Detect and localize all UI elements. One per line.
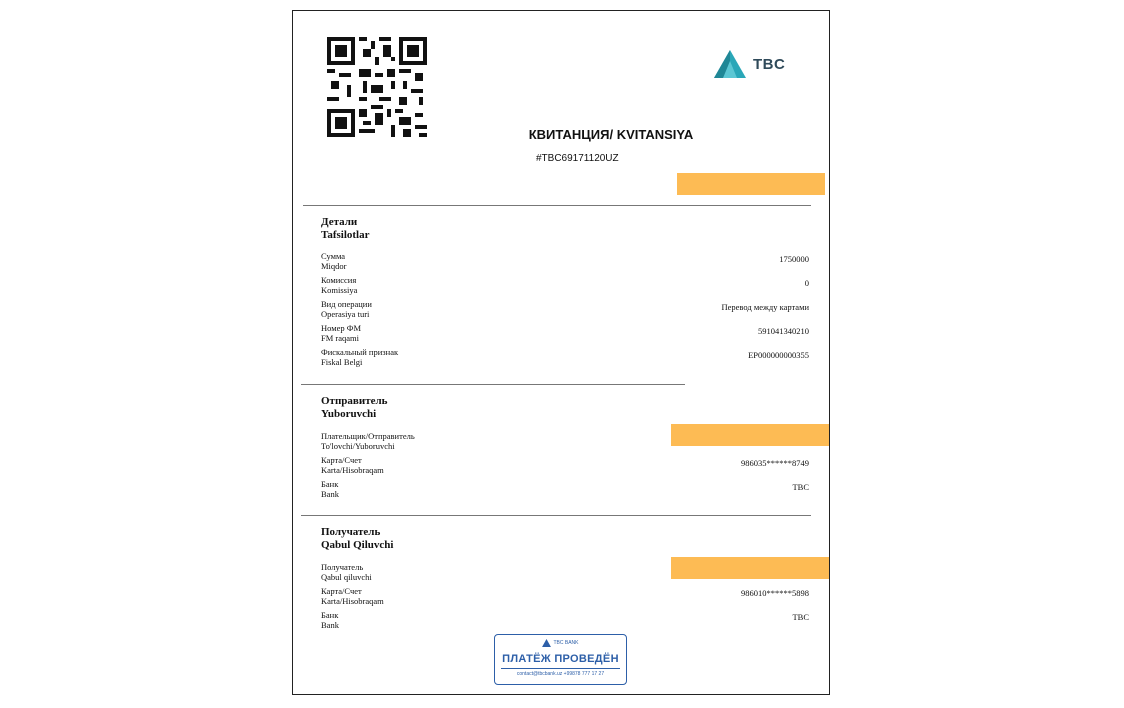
- tbc-logo: [713, 49, 785, 79]
- sender-row-payer: Плательщик/Отправитель To'lovchi/Yuboruvchi: [321, 431, 415, 451]
- redaction-block: [671, 424, 829, 446]
- section-title-details: Детали Tafsilotlar: [321, 216, 370, 241]
- detail-row-fm-number: Номер ФМ FM raqami: [321, 323, 362, 343]
- tbc-logo-icon: [713, 49, 747, 79]
- redaction-block: [677, 173, 825, 195]
- logo-text: TBC: [753, 55, 786, 73]
- receiver-row-bank: Банк Bank: [321, 610, 339, 630]
- receiver-row-card: Карта/Счет Karta/Hisobraqam: [321, 586, 384, 606]
- detail-value-fiscal-sign: EP000000000355: [748, 350, 809, 360]
- receipt-title: КВИТАНЦИЯ/ KVITANSIYA: [528, 127, 694, 142]
- detail-row-operation-type: Вид операции Operasiya turi: [321, 299, 372, 319]
- sender-row-card: Карта/Счет Karta/Hisobraqam: [321, 455, 384, 475]
- section-title-receiver: Получатель Qabul Qiluvchi: [321, 526, 394, 551]
- sender-value-bank: TBC: [792, 482, 809, 492]
- detail-row-amount: Сумма Miqdor: [321, 251, 347, 271]
- receiver-row-recipient: Получатель Qabul qiluvchi: [321, 562, 372, 582]
- receipt-number: #TBC69171120UZ: [536, 153, 619, 164]
- stamp-bank-name: TBC BANK: [553, 640, 579, 646]
- receiver-value-card: 986010******5898: [741, 588, 809, 598]
- sender-row-bank: Банк Bank: [321, 479, 339, 499]
- detail-value-fm-number: 591041340210: [758, 326, 809, 336]
- receipt-page: [292, 10, 830, 695]
- divider: [303, 205, 811, 206]
- payment-completed-stamp: [494, 634, 627, 685]
- detail-value-operation-type: Перевод между картами: [721, 302, 809, 312]
- sender-value-card: 986035******8749: [741, 458, 809, 468]
- divider: [301, 384, 685, 385]
- divider: [301, 515, 811, 516]
- detail-row-fiscal-sign: Фискальный признак Fiskal Belgi: [321, 347, 399, 367]
- detail-row-commission: Комиссия Komissiya: [321, 275, 358, 295]
- detail-value-commission: 0: [804, 278, 809, 288]
- redaction-block: [671, 557, 829, 579]
- stamp-text: ПЛАТЁЖ ПРОВЕДЁН: [502, 653, 619, 665]
- qr-code-icon: [327, 37, 427, 137]
- tbc-stamp-logo-icon: [542, 639, 551, 647]
- stamp-contact: contact@tbcbank.uz +99878 777 17 27: [516, 671, 605, 677]
- stamp-divider: [501, 668, 620, 669]
- section-title-sender: Отправитель Yuboruvchi: [321, 395, 388, 420]
- receiver-value-bank: TBC: [792, 612, 809, 622]
- detail-value-amount: 1750000: [779, 254, 809, 264]
